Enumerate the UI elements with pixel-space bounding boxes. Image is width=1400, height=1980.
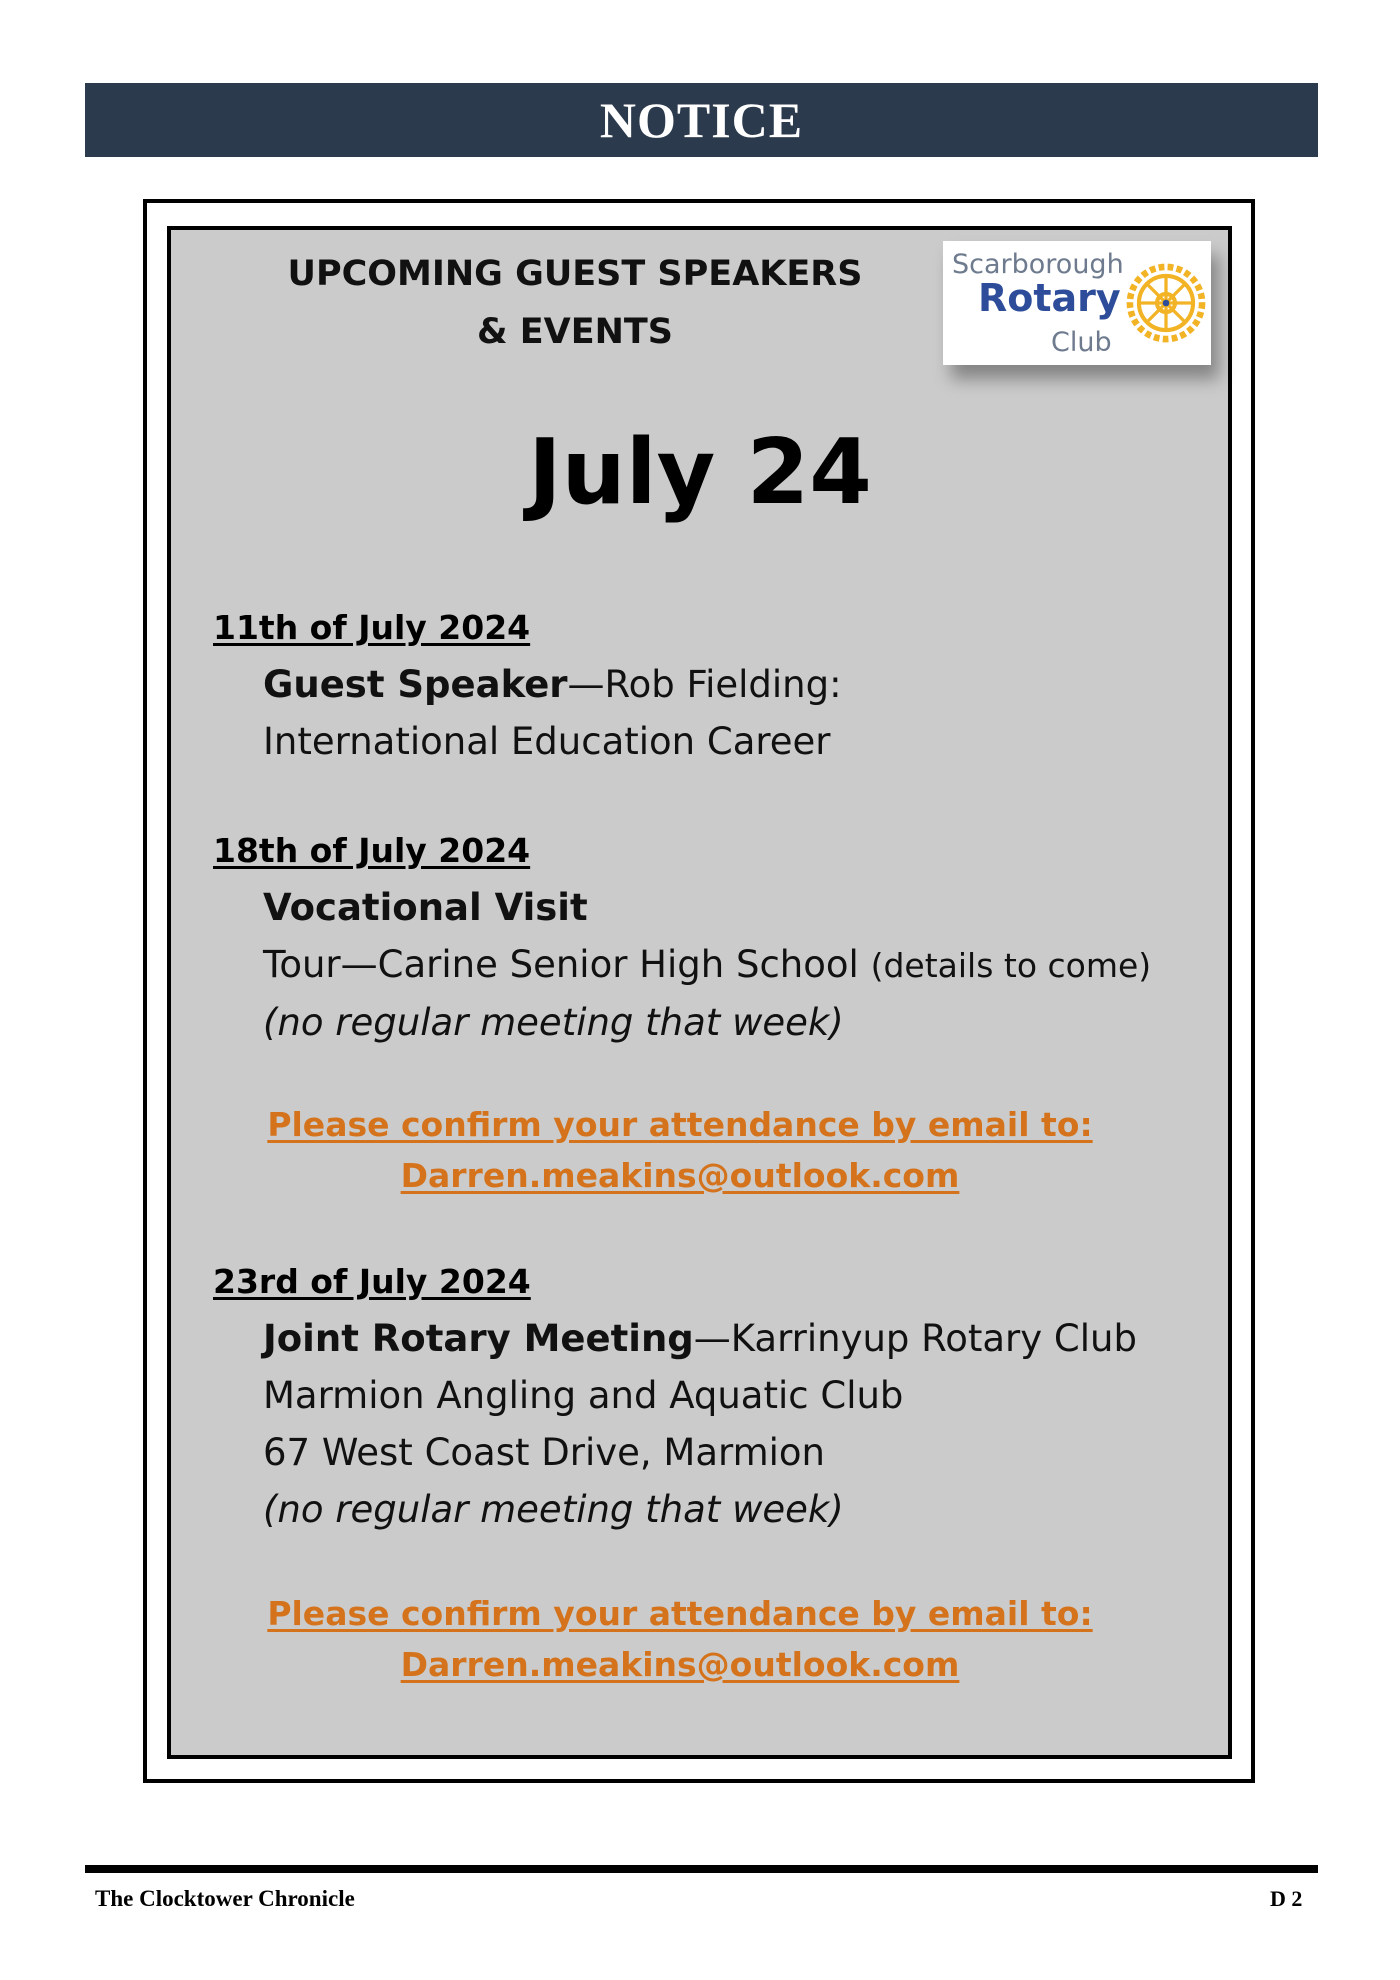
footer-rule	[85, 1865, 1318, 1873]
event-date: 23rd of July 2024	[213, 1262, 531, 1301]
event-details-note: (details to come)	[870, 946, 1152, 985]
event-title-suffix: —Rob Fielding:	[567, 663, 842, 706]
notice-banner	[85, 83, 1318, 157]
event-venue: Marmion Angling and Aquatic Club	[263, 1374, 904, 1417]
footer-page-number: D 2	[1270, 1886, 1303, 1911]
footer-publication: The Clocktower Chronicle	[95, 1886, 355, 1911]
event-title: Guest Speaker	[263, 663, 568, 706]
event-note: (no regular meeting that week)	[263, 1001, 844, 1044]
confirm-attendance-2	[240, 1588, 1120, 1690]
event-title-line	[263, 656, 1213, 713]
confirm-attendance-1	[240, 1099, 1120, 1201]
event-date: 11th of July 2024	[213, 608, 531, 647]
event-date: 18th of July 2024	[213, 831, 531, 870]
email-link[interactable]: Darren.meakins@outlook.com	[400, 1156, 960, 1195]
event-location-line	[263, 936, 1213, 994]
heading-line-1: UPCOMING GUEST SPEAKERS	[287, 254, 863, 294]
rotary-wheel-icon	[1125, 262, 1207, 344]
event-topic: International Education Career	[263, 720, 831, 763]
event-18-july	[213, 823, 1213, 1051]
confirm-text: Please confirm your attendance by email to:	[267, 1105, 1093, 1144]
confirm-text: Please confirm your attendance by email to:	[267, 1594, 1093, 1633]
event-11-july	[213, 600, 1213, 770]
event-address: 67 West Coast Drive, Marmion	[263, 1431, 825, 1474]
event-23-july	[213, 1254, 1213, 1538]
logo-word-club: Club	[1051, 327, 1112, 358]
event-title-suffix: —Karrinyup Rotary Club	[693, 1317, 1137, 1360]
rotary-logo	[943, 241, 1211, 365]
event-title: Joint Rotary Meeting	[263, 1317, 694, 1360]
banner-title: NOTICE	[599, 92, 804, 148]
event-location: Tour—Carine Senior High School	[263, 943, 859, 986]
event-title-line	[263, 879, 1213, 936]
logo-word-rotary: Rotary	[978, 276, 1121, 320]
event-title: Vocational Visit	[263, 886, 588, 929]
event-note: (no regular meeting that week)	[263, 1488, 844, 1531]
event-title-line	[263, 1310, 1213, 1367]
section-heading	[240, 245, 910, 361]
email-link[interactable]: Darren.meakins@outlook.com	[400, 1645, 960, 1684]
heading-line-2: & EVENTS	[477, 312, 673, 352]
month-title: July 24	[528, 420, 872, 525]
logo-word-scarborough: Scarborough	[952, 249, 1124, 280]
